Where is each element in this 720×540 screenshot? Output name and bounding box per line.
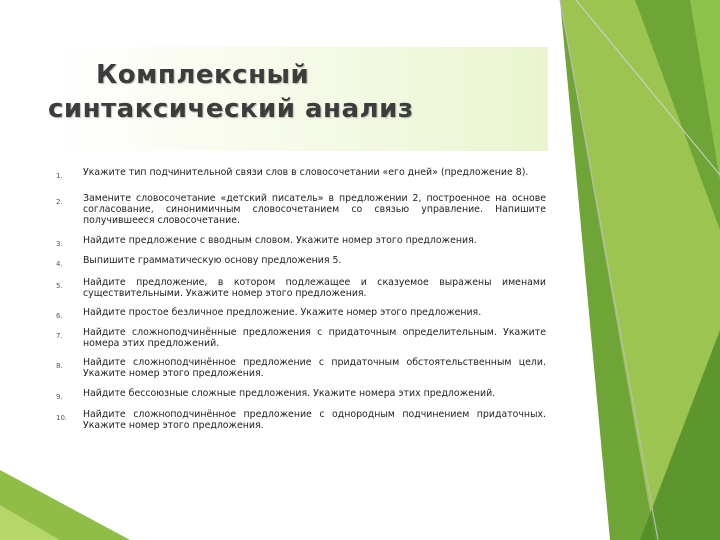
task-text: Найдите простое безличное предложение. Укажите номер этого предложения. [83, 307, 482, 318]
task-number: 10. [56, 414, 68, 422]
slide-title [48, 58, 548, 126]
task-number: 4. [56, 260, 63, 268]
task-number: 8. [56, 362, 63, 370]
task-text: Найдите сложноподчинённое предложение с придаточным обстоятельственным цели. Укажите номер этого предложения. [83, 357, 546, 379]
task-text: Найдите бессоюзные сложные предложения. Укажите номера этих предложений. [83, 388, 496, 399]
task-item [56, 256, 548, 267]
task-item [56, 389, 548, 400]
task-item [56, 236, 548, 247]
task-text: Выпишите грамматическую основу предложения 5. [83, 255, 342, 266]
task-item [56, 278, 548, 300]
task-number: 1. [56, 172, 63, 180]
slide-title-line-1: Комплексный [96, 60, 310, 90]
task-number: 3. [56, 240, 63, 248]
task-text: Найдите предложение, в котором подлежащее и сказуемое выражены именами существительными. Укажите номер этого предложения. [83, 277, 546, 299]
task-item [56, 168, 548, 179]
task-number: 6. [56, 312, 63, 320]
slide-title-line-2: синтаксический анализ [48, 94, 414, 124]
task-item [56, 358, 548, 380]
task-number: 5. [56, 282, 63, 290]
task-item [56, 308, 548, 319]
task-item [56, 194, 548, 226]
task-number: 9. [56, 393, 63, 401]
task-item [56, 328, 548, 350]
task-text: Найдите сложноподчинённое предложение с однородным подчинением придаточных. Укажите номер этого предложения. [83, 409, 546, 431]
task-text: Замените словосочетание «детский писатель» в предложении 2, построенное на основе согласование, синонимичным словосочетанием со связью управление. Напишите получившееся словосочетание. [83, 193, 546, 226]
task-text: Найдите сложноподчинённые предложения с придаточным определительным. Укажите номера этих предложений. [83, 327, 546, 349]
task-text: Укажите тип подчинительной связи слов в словосочетании «его дней» (предложение 8). [83, 167, 529, 178]
task-number: 7. [56, 332, 63, 340]
task-item [56, 410, 548, 432]
task-text: Найдите предложение с вводным словом. Укажите номер этого предложения. [83, 235, 477, 246]
task-number: 2. [56, 198, 63, 206]
